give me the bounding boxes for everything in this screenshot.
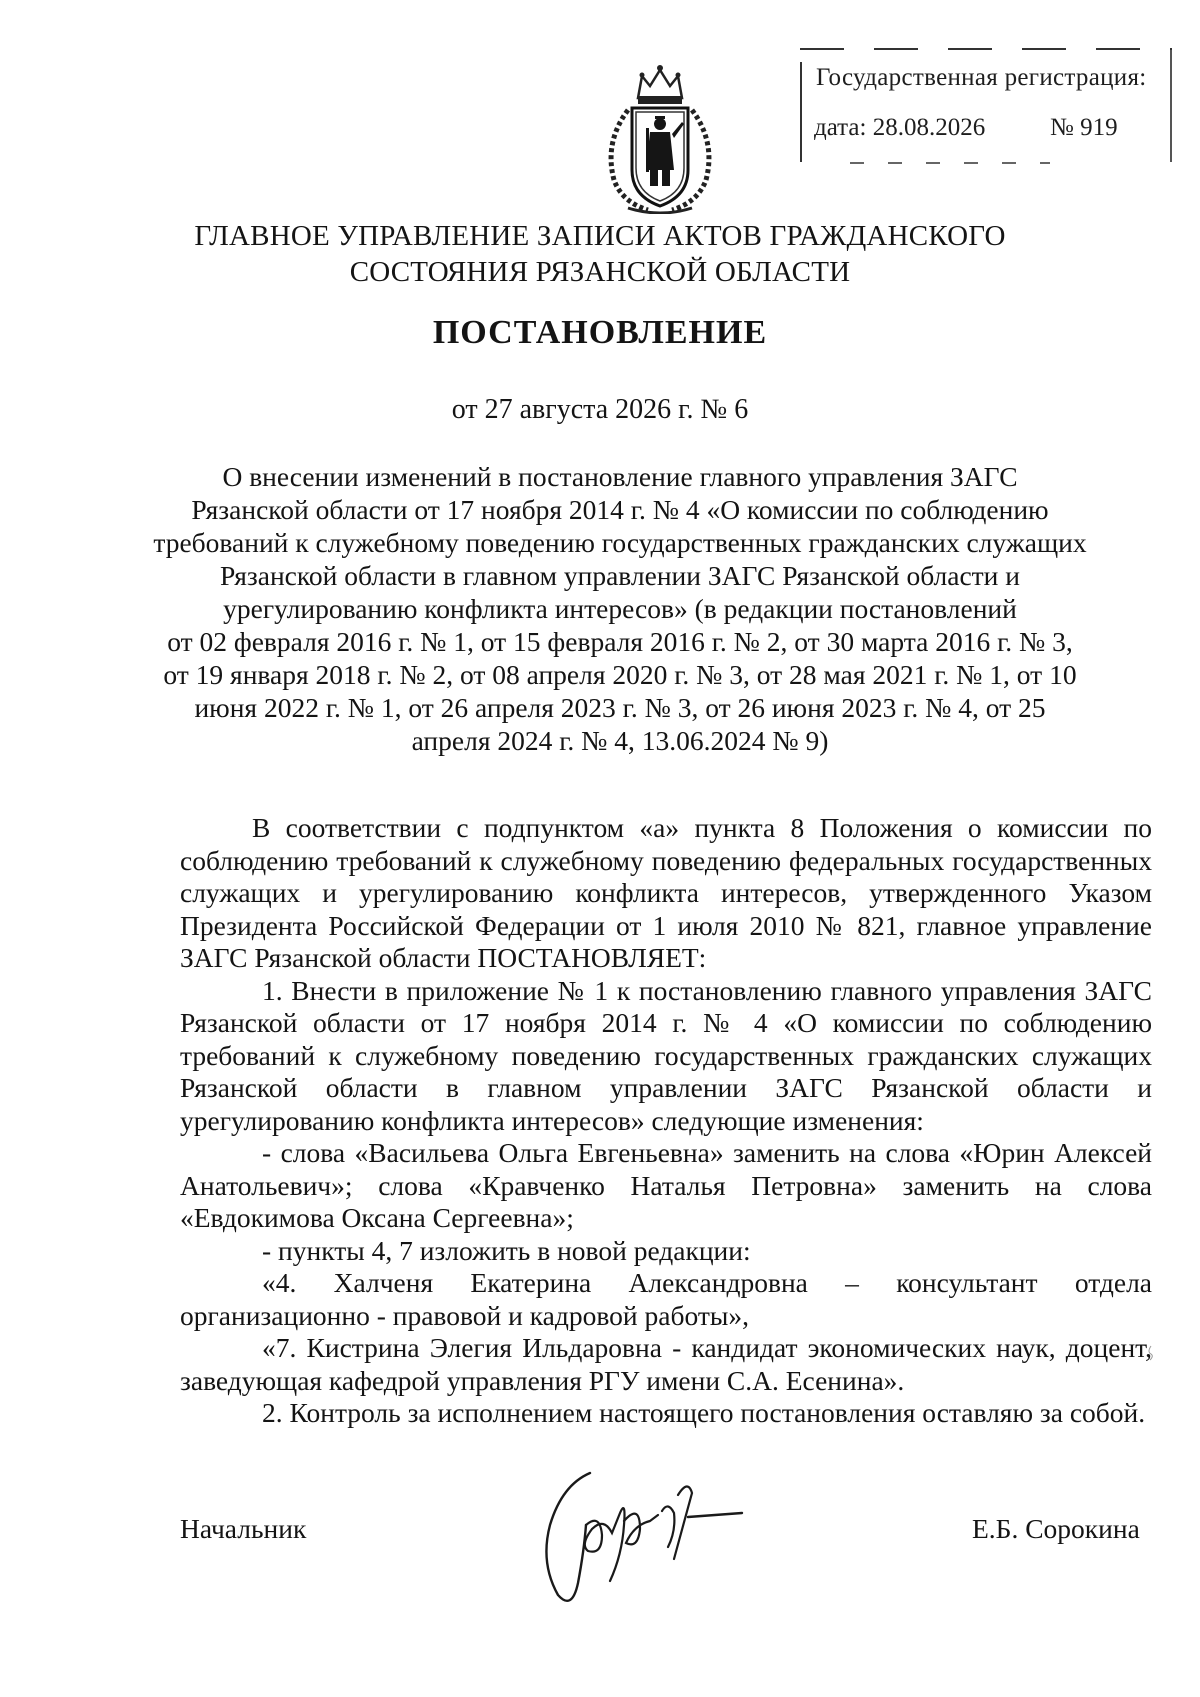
coat-of-arms-emblem [598,62,722,214]
subject-line: от 19 января 2018 г. № 2, от 08 апреля 2020 г. № 3, от 28 мая 2021 г. № 1, от 10 [163,659,1077,690]
organization-name [0,218,1200,290]
subject-line: требований к служебному поведению государственных гражданских служащих [153,527,1087,558]
registration-date: дата: 28.08.2026 [814,114,986,141]
item-2-paragraph: 2. Контроль за исполнением настоящего постановления оставляю за собой. [262,1397,1146,1428]
item-1-paragraph: 1. Внести в приложение № 1 к постановлению главного управления ЗАГС Рязанской области от 17 ноября 2014 г. № 4 «О комиссии по соблюдению требований к служебному поведению государственных гражданских служащих Рязанской области в главном управлении ЗАГС Рязанской области и урегулированию конфликта интересов» следующие изменения: [180,974,1152,1136]
organization-line-1: ГЛАВНОЕ УПРАВЛЕНИЕ ЗАПИСИ АКТОВ ГРАЖДАНСКОГО [194,220,1006,252]
document-body [180,812,1152,1430]
preamble-paragraph: В соответствии с подпунктом «а» пункта 8 Положения о комиссии по соблюдению требований к служебному поведению федеральных государственных служащих и урегулированию конфликта интересов, утвержденного Указом Президента Российской Федерации от 1 июля 2010 № 821, главное управление ЗАГС Рязанской области ПОСТАНОВЛЯЕТ: [180,812,1152,973]
crown-icon [638,65,682,104]
handwritten-signature [528,1455,758,1615]
subject-line: июня 2022 г. № 1, от 26 апреля 2023 г. № 3, от 26 июня 2023 г. № 4, от 25 [194,692,1046,723]
signer-name: Е.Б. Сорокина [972,1513,1140,1544]
registration-title: Государственная регистрация: [816,64,1147,91]
stamp-border-left [800,62,802,162]
stamp-border-right [1170,50,1172,162]
organization-line-2: СОСТОЯНИЯ РЯЗАНСКОЙ ОБЛАСТИ [349,256,851,288]
subject-line: Рязанской области в главном управлении ЗАГС Рязанской области и [220,560,1020,591]
subject-line: урегулированию конфликта интересов» (в редакции постановлений [223,593,1017,624]
document-date-number: от 27 августа 2026 г. № 6 [451,394,749,425]
point-7-paragraph: «7. Кистрина Элегия Ильдаровна - кандидат экономических наук, доцент, заведующая кафедрой управления РГУ имени С.А. Есенина». [180,1332,1152,1396]
stamp-border-top [800,48,1172,50]
subject-line: апреля 2024 г. № 4, 13.06.2024 № 9) [411,725,829,756]
subject-line: Рязанской области от 17 ноября 2014 г. № 4 «О комиссии по соблюдению [191,494,1049,525]
change-2-paragraph: - пункты 4, 7 изложить в новой редакции: [262,1234,751,1266]
point-4-paragraph: «4. Халченя Екатерина Александровна – консультант отдела организационно - правовой и кадровой работы», [180,1267,1152,1331]
registration-stamp [800,48,1172,166]
document-type-heading: ПОСТАНОВЛЕНИЕ [432,314,768,351]
signer-position: Начальник [180,1513,307,1544]
registration-number: № 919 [1050,114,1118,141]
subject-line: О внесении изменений в постановление главного управления ЗАГС [222,461,1018,492]
scan-artifact-mark [1146,1344,1156,1362]
subject-line: от 02 февраля 2016 г. № 1, от 15 февраля 2016 г. № 2, от 30 марта 2016 г. № 3, [167,626,1073,657]
change-1-paragraph: - слова «Васильева Ольга Евгеньевна» заменить на слова «Юрин Алексей Анатольевич»; слова «Кравченко Наталья Петровна» заменить на слова «Евдокимова Оксана Сергеевна»; [180,1137,1152,1233]
document-subject [150,460,1090,757]
stamp-border-bottom [850,162,1050,164]
